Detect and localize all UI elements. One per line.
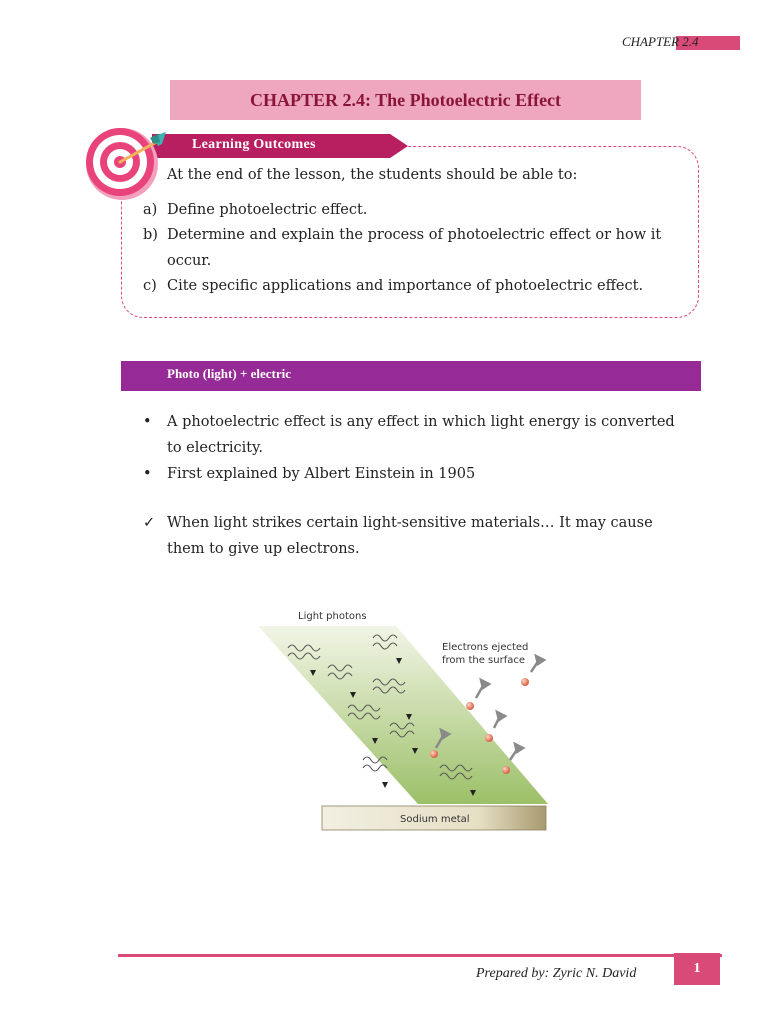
label-electrons-line2: from the surface bbox=[442, 655, 525, 666]
label-electrons-line1: Electrons ejected bbox=[442, 642, 529, 653]
footer-line bbox=[118, 954, 722, 957]
outcome-text: Define photoelectric effect. bbox=[167, 202, 368, 218]
bullet-item bbox=[143, 461, 683, 487]
outcome-text: Cite specific applications and importance of photoelectric effect. bbox=[167, 278, 644, 294]
outcome-marker: c) bbox=[143, 278, 157, 294]
target-icon bbox=[80, 122, 170, 202]
bullet-marker: • bbox=[143, 414, 152, 430]
outcome-item bbox=[143, 197, 683, 223]
check-marker: ✓ bbox=[143, 515, 156, 531]
page-number-box bbox=[674, 953, 720, 985]
label-light-photons: Light photons bbox=[298, 611, 367, 622]
section-heading: Photo (light) + electric bbox=[167, 366, 292, 381]
photoelectric-diagram bbox=[248, 600, 558, 840]
learning-outcomes-intro: At the end of the lesson, the students should be able to: bbox=[167, 167, 578, 183]
page-number: 1 bbox=[693, 961, 701, 976]
title-box bbox=[170, 80, 641, 120]
bullet-text: First explained by Albert Einstein in 1905 bbox=[167, 466, 476, 482]
page-title: CHAPTER 2.4: The Photoelectric Effect bbox=[249, 89, 562, 110]
check-text: When light strikes certain light-sensitive materials… It may cause them to give up electrons. bbox=[167, 515, 653, 557]
learning-outcomes-heading: Learning Outcomes bbox=[192, 137, 316, 152]
outcome-marker: a) bbox=[143, 202, 158, 218]
label-sodium-metal: Sodium metal bbox=[400, 814, 470, 825]
outcome-marker: b) bbox=[143, 227, 158, 243]
outcome-text: Determine and explain the process of photoelectric effect or how it occur. bbox=[167, 227, 662, 269]
bullet-marker: • bbox=[143, 466, 152, 482]
bullet-item bbox=[143, 409, 683, 461]
header-chapter-tag: CHAPTER 2.4 bbox=[622, 34, 699, 49]
footer-author: Prepared by: Zyric N. David bbox=[476, 966, 637, 981]
bullet-text: A photoelectric effect is any effect in which light energy is converted to electricity. bbox=[167, 414, 675, 456]
outcome-item bbox=[143, 222, 683, 274]
check-item bbox=[143, 510, 683, 562]
outcome-item bbox=[143, 273, 683, 299]
